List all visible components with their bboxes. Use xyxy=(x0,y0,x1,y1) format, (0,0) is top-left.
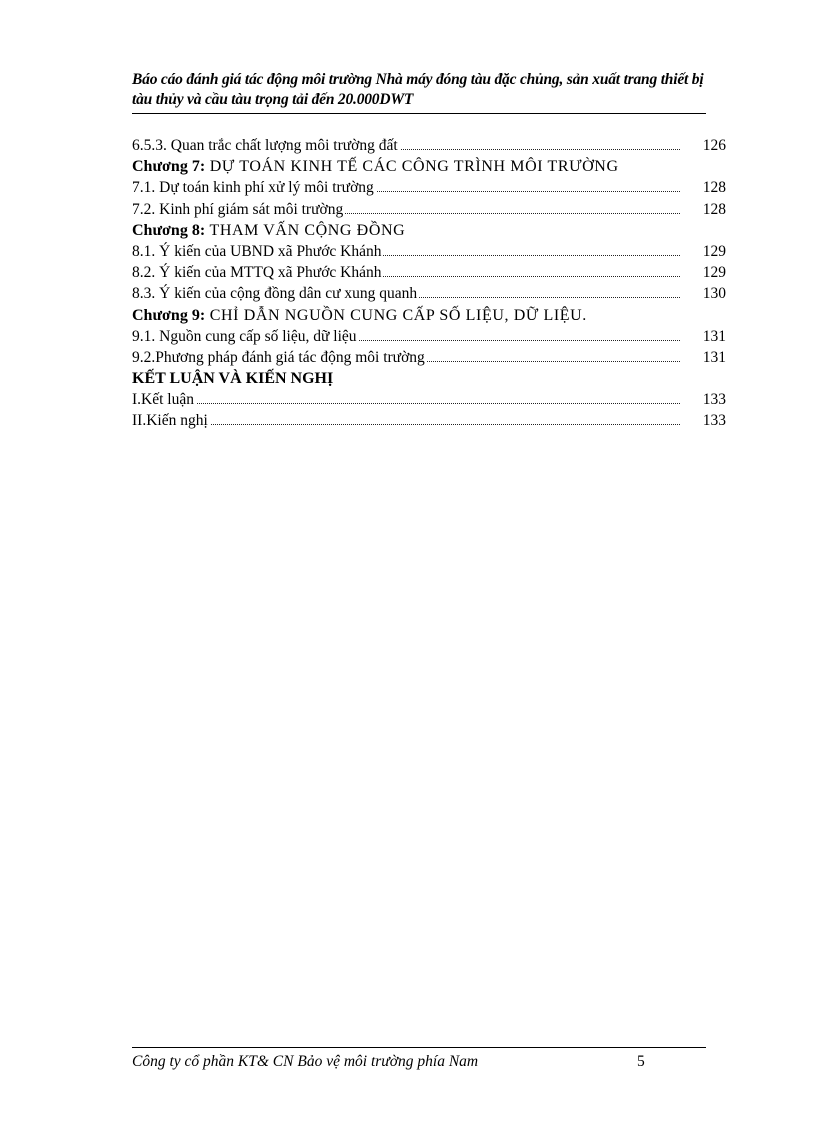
dot-leader xyxy=(132,424,680,425)
toc-page-number: 128 xyxy=(702,179,726,197)
toc-page-number: 133 xyxy=(702,391,726,409)
chapter-heading[interactable] xyxy=(132,305,726,326)
toc-page-number: 131 xyxy=(702,348,726,366)
toc-entry-label: II.Kiến nghị xyxy=(132,410,210,431)
chapter-title: THAM VẤN CỘNG ĐỒNG xyxy=(209,221,406,239)
toc-entry[interactable] xyxy=(132,241,726,262)
toc-entry-label: 7.1. Dự toán kinh phí xử lý môi trường xyxy=(132,177,376,198)
footer-page-number: 5 xyxy=(637,1053,645,1070)
toc-entry[interactable] xyxy=(132,262,726,283)
toc-entry-label: 7.2. Kinh phí giám sát môi trường xyxy=(132,199,345,220)
chapter-label: Chương 7: xyxy=(132,158,206,176)
toc-entry[interactable] xyxy=(132,410,726,431)
toc-entry[interactable] xyxy=(132,135,726,156)
footer-rule xyxy=(132,1047,706,1048)
toc-entry-label: 9.2.Phương pháp đánh giá tác động môi trường xyxy=(132,347,427,368)
toc-page-number: 126 xyxy=(702,137,726,154)
conclusion-heading[interactable] xyxy=(132,368,726,389)
toc-entry[interactable] xyxy=(132,389,726,410)
toc-entry-label: 8.3. Ý kiến của cộng đồng dân cư xung quanh xyxy=(132,283,419,304)
page-header xyxy=(132,70,706,110)
toc-page-number: 129 xyxy=(702,242,726,260)
chapter-title: DỰ TOÁN KINH TẾ CÁC CÔNG TRÌNH MÔI TRƯỜNG xyxy=(209,158,619,176)
chapter-heading[interactable] xyxy=(132,156,726,177)
toc-entry[interactable] xyxy=(132,199,726,220)
chapter-label: Chương 8: xyxy=(132,221,206,239)
toc-entry-label: 8.2. Ý kiến của MTTQ xã Phước Khánh xyxy=(132,262,383,283)
conclusion-title: KẾT LUẬN VÀ KIẾN NGHỊ xyxy=(132,370,334,388)
toc-page-number: 131 xyxy=(702,327,726,345)
toc-entry-label: I.Kết luận xyxy=(132,389,196,410)
toc-entry[interactable] xyxy=(132,177,726,198)
toc-entry[interactable] xyxy=(132,326,726,347)
toc-page-number: 129 xyxy=(702,264,726,282)
toc-entry-label: 9.1. Nguồn cung cấp số liệu, dữ liệu xyxy=(132,326,359,347)
report-title: Báo cáo đánh giá tác động môi trường Nhà máy đóng tàu đặc chủng, sản xuất trang thiết bị tàu thủy và cầu tàu trọng tải đến 20.000DWT xyxy=(132,71,704,108)
chapter-title: CHỈ DẪN NGUỒN CUNG CẤP SỐ LIỆU, DỮ LIỆU. xyxy=(209,306,587,324)
toc-entry-label: 8.1. Ý kiến của UBND xã Phước Khánh xyxy=(132,241,383,262)
page-footer xyxy=(132,1053,706,1075)
footer-company: Công ty cổ phần KT& CN Bảo vệ môi trường phía Nam xyxy=(132,1053,479,1070)
chapter-heading[interactable] xyxy=(132,220,726,241)
header-rule xyxy=(132,113,706,114)
toc-entry[interactable] xyxy=(132,283,726,304)
toc-page-number: 130 xyxy=(702,285,726,303)
dot-leader xyxy=(132,403,680,404)
toc-entry[interactable] xyxy=(132,347,726,368)
table-of-contents xyxy=(132,135,726,432)
toc-page-number: 133 xyxy=(702,412,726,430)
toc-entry-label: 6.5.3. Quan trắc chất lượng môi trường đất xyxy=(132,135,400,156)
toc-page-number: 128 xyxy=(702,200,726,218)
chapter-label: Chương 9: xyxy=(132,306,206,324)
